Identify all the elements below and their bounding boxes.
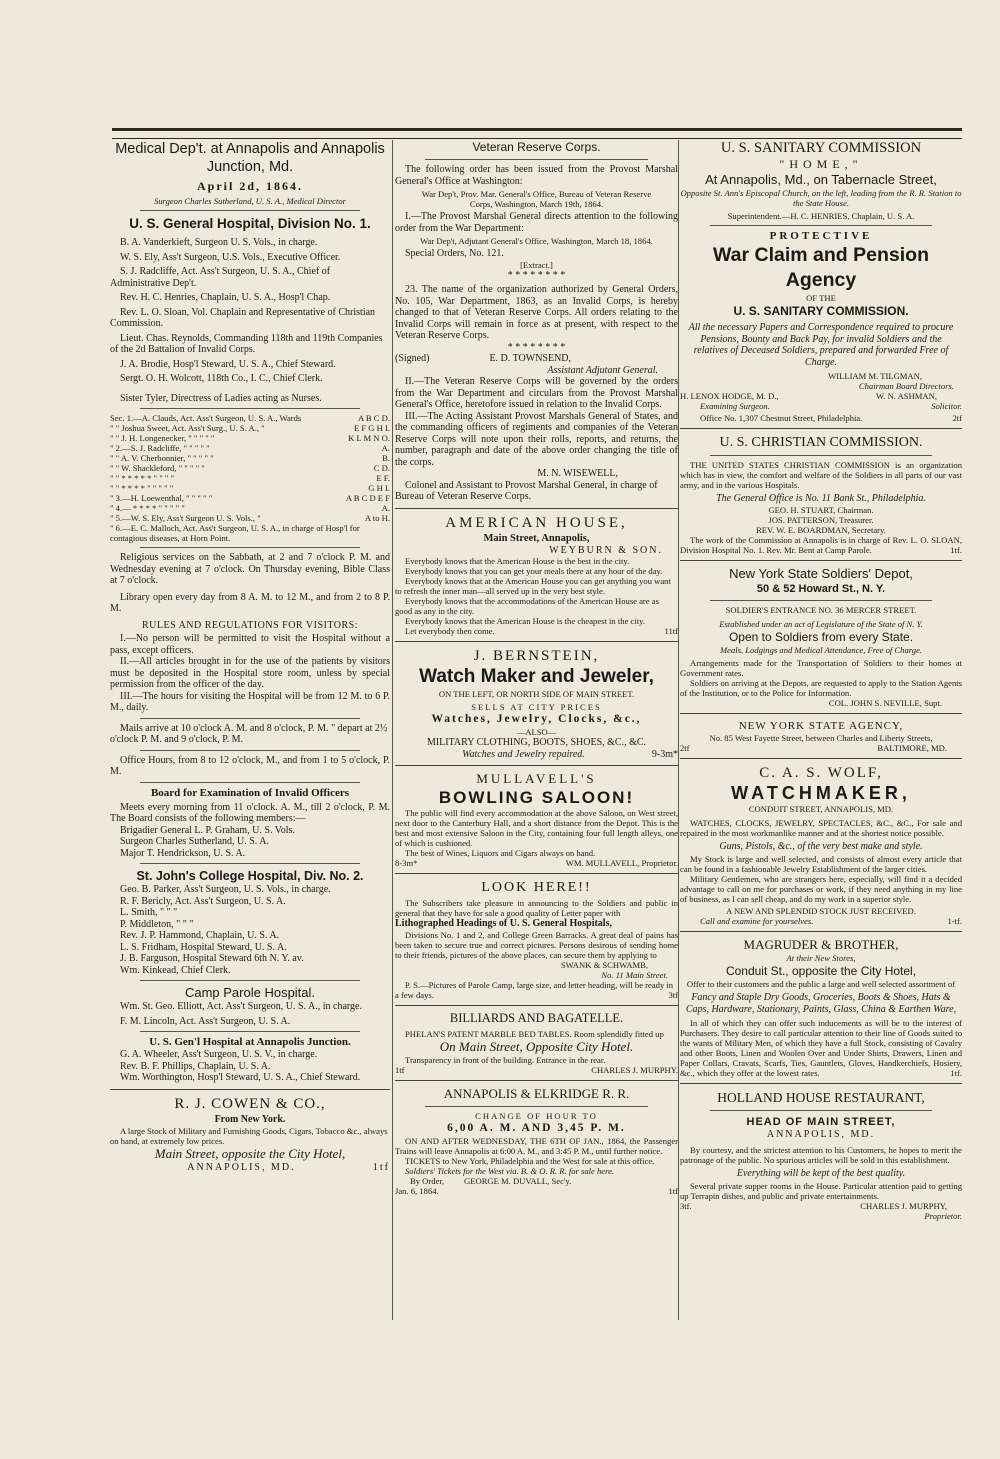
of-the-label: OF THE [806, 293, 836, 303]
column-divider [392, 140, 393, 1320]
christian-commission-work: The work of the Commission at Annapolis is in charge of Rev. L. O. SLOAN, Division Hospital No. 1. Rev. Mr. Bent at Camp Parole. 1tf. [680, 534, 962, 555]
tilgman-title: Chairman Board Directors. [858, 381, 954, 391]
div1-staff-line: Sergt. O. H. Wolcott, 118th Co., I. C., Chief Clerk. [120, 373, 323, 384]
wolf-location: CONDUIT STREET, ANNAPOLIS, MD. [748, 803, 894, 814]
rules-title: RULES AND REGULATIONS FOR VISITORS: [141, 619, 359, 631]
hodge-ashman-titles: Examining Surgeon. Solicitor. [700, 401, 962, 411]
agency-office: Office No. 1,307 Chestnut Street, Philadelphia. 2tf [700, 413, 962, 423]
divider [140, 782, 360, 783]
american-house-line: Everybody knows that the accommodations of the American House are as good as any in the city. [395, 596, 659, 616]
vrc-special-orders: Special Orders, No. 121. [405, 248, 504, 259]
divider [680, 1083, 962, 1084]
holland-house-rooms: Several private supper rooms in the House. Particular attention paid to getting up Terrapin dishes, and public and private entertainments. [680, 1181, 962, 1201]
christian-commission-title: U. S. CHRISTIAN COMMISSION. [719, 435, 923, 450]
war-claim-headline: War Claim and Pension Agency [713, 244, 929, 291]
top-double-rule [112, 128, 962, 139]
div1-staff-line: W. S. Ely, Ass't Surgeon, U.S. Vols., Executive Officer. [120, 251, 341, 263]
nys-depot-title: New York State Soldiers' Depot, [729, 565, 913, 581]
column-1 [110, 140, 390, 1320]
div2-staff-line: Wm. Kinkead, Chief Clerk. [120, 964, 231, 976]
div1-staff-line: Rev. H. C. Henries, Chaplain, U. S. A., Hosp'l Chap. [120, 292, 331, 303]
div2-staff-line: P. Middleton, " " " [120, 918, 194, 930]
bernstein-sells: SELLS AT CITY PRICES [471, 702, 602, 712]
column-divider [678, 140, 679, 1320]
div2-staff-line: Rev. J. P. Hammond, Chaplain, U. S. A. [120, 930, 280, 941]
billiards-text: PHELAN'S PATENT MARBLE BED TABLES. Room splendidly fitted up [405, 1028, 664, 1039]
vrc-header-2: War Dep't, Adjutant General's Office, Washington, March 18, 1864. [420, 236, 653, 246]
ward-row: " 3.—H. Loewenthal, " " " " " A B C D E F [110, 493, 390, 503]
wolf-new-stock: A NEW AND SPLENDID STOCK JUST RECEIVED. [726, 906, 916, 916]
holland-house-text: By courtesy, and the strictest attention to his Customers, he hopes to merit the patronage of the public. No spurious articles will be sold in this establishment. [680, 1144, 962, 1165]
camp-parole-title: Camp Parole Hospital. [184, 985, 316, 1000]
christian-commission-stuart: GEO. H. STUART, Chairman. [768, 504, 874, 515]
holland-house-head: HEAD OF MAIN STREET, [746, 1116, 896, 1128]
nys-depot-address: 50 & 52 Howard St., N. Y. [756, 582, 886, 595]
sanitary-location: At Annapolis, Md., on Tabernacle Street, [705, 172, 937, 187]
holland-house-owner: 3tf. CHARLES J. MURPHY, [680, 1201, 947, 1211]
camp-staff-line: Wm. St. Geo. Elliott, Act. Ass't Surgeon, U. S. A., in charge. [120, 1001, 362, 1012]
divider [140, 408, 360, 409]
vrc-para-1: I.—The Provost Marshal General directs attention to the following order from the War Department: [395, 211, 678, 234]
look-here-ps: P. S.—Pictures of Parole Camp, large size, and letter heading, will be ready in a few days. 3tf [395, 979, 678, 1000]
wolf-guns: Guns, Pistols, &c., of the very best make and style. [719, 840, 923, 852]
div2-staff-line: R. F. Bericly, Act. Ass't Surgeon, U. S. A. [120, 895, 286, 907]
board-member: Major T. Hendrickson, U. S. A. [120, 847, 246, 859]
american-house-street: Main Street, Annapolis, [483, 532, 590, 544]
religious-services: Religious services on the Sabbath, at 2 and 7 o'clock P. M. and Wednesday evening at 7 o'clock. On Thursday evening, Bible Class at 7 o'clock. [110, 552, 390, 586]
divider [140, 750, 360, 751]
look-here-firm: SWANK & SCHWAMB, [560, 959, 648, 970]
bernstein-title: J. BERNSTEIN, [473, 648, 600, 664]
wolf-call: Call and examine for yourselves. 1-tf. [700, 916, 962, 926]
bernstein-headline: Watch Maker and Jeweler, [419, 666, 654, 687]
board-text: Meets every morning from 11 o'clock. A. M., till 2 o'clock, P. M. The Board consists of the following members:— [110, 801, 390, 824]
american-house-line: Everybody knows that at the American House you can get anything you want to refresh the inner man—all served up in the very best style. [395, 576, 671, 596]
rule-item: II.—All articles brought in for the use of the patients by visitors must be deposited in the Hospital store room, unless by special permission from the officer of the day. [110, 656, 390, 690]
column-3 [680, 140, 962, 1320]
look-here-text-2: Divisions No. 1 and 2, and College Green Barracks. A great deal of pains has been taken to secure true and correct pictures. Persons desirous of sending home to their friends, pictures of the above places, can secure them by applying to [395, 929, 678, 960]
sanitary-superintendent: Superintendent.—H. C. HENRIES, Chaplain, U. S. A. [727, 211, 915, 221]
div1-staff-line: B. A. Vanderkieft, Surgeon U. S. Vols., in charge. [120, 237, 318, 248]
board-member: Surgeon Charles Sutherland, U. S. A. [120, 836, 269, 847]
vrc-stars: * * * * * * * * [507, 269, 566, 281]
railroad-soldiers: Soldiers' Tickets for the West via. B. & O. R. R. for sale here. [405, 1165, 615, 1176]
nys-agency-title: NEW YORK STATE AGENCY, [738, 719, 904, 732]
div1-staff-line: Lieut. Chas. Reynolds, Commanding 118th and 119th Companies of the 2d Battalion of Invalid Corps. [110, 332, 383, 355]
holland-house-proprietor: Proprietor. [924, 1211, 962, 1221]
american-house-line: Everybody knows that you can get your meals there at any hour of the day. [405, 566, 663, 576]
divider [395, 508, 678, 509]
billiards-transparency: Transparency in front of the building. Entrance in the rear. [405, 1054, 606, 1065]
divider [680, 560, 962, 561]
junction-staff-line: Wm. Worthington, Hosp'l Steward, U. S. A., Chief Steward. [120, 1072, 361, 1083]
medical-director: Surgeon Charles Sutherland, U. S. A., Medical Director [153, 196, 347, 206]
ward-row: " " Joshua Sweet, Act. Ass't Surg., U. S. A., " E F G H I. [110, 423, 390, 433]
ward-row: " " J. H. Longenecker, " " " " " K L M N O. [110, 433, 390, 443]
wolf-para-2: My Stock is large and well selected, and consists of almost every article that can be found in a fashionable Jewelry Establishment of the larger cities. [680, 854, 962, 874]
railroad-text: ON AND AFTER WEDNESDAY, THE 6TH OF JAN., 1864, the Passenger Trains will leave Annapolis at 6:00 A. M., and 3:45 P. M., until further notice. [395, 1135, 678, 1156]
ward-row: " " * * * * * " " " " E F. [110, 473, 390, 483]
railroad-hours: 6,00 A. M. AND 3,45 P. M. [447, 1121, 626, 1134]
look-here-title: LOOK HERE!! [481, 880, 592, 895]
vrc-para-23: 23. The name of the organization authorized by General Orders, No. 105, War Department, 1863, as an Invalid Corps, is hereby changed to that of Veteran Reserve Corps. All orders relating to the Invalid Corps will remain in force as at present, with respect to the Veteran Reserve Corps. [395, 284, 678, 341]
nys-depot-meals: Meals, Lodgings and Medical Attendance, Free of Charge. [719, 644, 923, 655]
div2-staff-line: J. B. Farguson, Hospital Steward 6th N. Y. av. [120, 953, 304, 964]
divider [140, 210, 360, 211]
divider [710, 225, 932, 226]
ward-row: " " * * * * " " " " " G H I. [110, 483, 390, 493]
bernstein-military: MILITARY CLOTHING, BOOTS, SHOES, &C., &C. [426, 737, 647, 748]
board-member: Brigadier General L. P. Graham, U. S. Vols. [120, 824, 295, 836]
ward-row: " 4.— * * * * " " " " " A. [110, 503, 390, 513]
hodge-ashman: H. LENOX HODGE, M. D., W. N. ASHMAN, [680, 391, 937, 401]
bernstein-repair: Watches and Jewelry repaired. 9-3m* [462, 748, 678, 760]
junction-title: U. S. Gen'l Hospital at Annapolis Junction. [149, 1036, 351, 1048]
camp-staff-line: F. M. Lincoln, Act. Ass't Surgeon, U. S. A. [120, 1015, 291, 1027]
ward-row: Sec. 1.—A. Clauds, Act. Ass't Surgeon, U. S. A., Wards A B C D. [110, 413, 390, 423]
medical-dept-title: Medical Dep't. at Annapolis and Annapolis Junction, Md. [115, 141, 385, 175]
divider [680, 713, 962, 714]
wolf-title: C. A. S. WOLF, [759, 764, 883, 781]
christian-commission-office: The General Office is No. 11 Bank St., Philadelphia. [716, 493, 926, 504]
sanitary-commission-subtitle: U. S. SANITARY COMMISSION. [733, 304, 909, 318]
railroad-order: By Order, GEORGE M. DUVALL, Sec'y. [410, 1175, 572, 1186]
divider [395, 873, 678, 874]
agency-text: All the necessary Papers and Correspondence required to procure Pensions, Bounty and Back Pay, for invalid Soldiers and the relatives of Deceased Soldiers, prepared and forwarded Free of Charge. [688, 322, 954, 368]
divider [680, 428, 962, 429]
christian-commission-boardman: REV. W. E. BOARDMAN, Secretary. [756, 524, 886, 535]
divider [140, 718, 360, 719]
rule-item: I.—No person will be permitted to visit the Hospital without a pass, except officers. [110, 633, 390, 656]
magruder-goods: Fancy and Staple Dry Goods, Groceries, Boots & Shoes, Hats & Caps, Hardware, Stationary, Paints, Glass, China & Earthen Ware, [685, 992, 957, 1015]
nys-depot-colonel: COL. JOHN S. NEVILLE, Supt. [828, 697, 942, 708]
bernstein-location: ON THE LEFT, OR NORTH SIDE OF MAIN STREET. [438, 689, 635, 699]
division-2-title: St. John's College Hospital, Div. No. 2. [136, 869, 364, 883]
ward-row: " 2.—S. J. Radcliffe, " " " " " A. [110, 443, 390, 453]
divider [680, 758, 962, 759]
vrc-sign-2-title: Colonel and Assistant to Provost Marshal General, in charge of Bureau of Veteran Reserve Corps. [395, 479, 658, 502]
divider [395, 1005, 678, 1006]
rule-item: III.—The hours for visiting the Hospital will be from 12 M. to 6 P. M., daily. [110, 690, 390, 713]
div1-staff-line: Rev. L. O. Sloan, Vol. Chaplain and Representative of Christian Commission. [110, 306, 376, 329]
nys-depot-para-1: Arrangements made for the Transportation of Soldiers to their homes at Government rates. [680, 657, 962, 678]
christian-commission-patterson: JOS. PATTERSON, Treasurer. [768, 514, 874, 525]
magruder-text: In all of which they can offer such inducements as will be to the interest of Purchasers. They desire to call particular attention to their line of Goods suited to the wants of Military Men, of which they have a full Stock, consisting of Cavalry and other Boots, Linen and Woolen Over and Under Shirts, Drawers, Linen and Paper Collars, Cravats, Scarfs, Ties, Gauntlets, Gloves, Handkerchiefs, Hosiery, &c., which they offer at the lowest rates. 1tf. [680, 1018, 962, 1078]
div2-staff-line: L. Smith, " " " [120, 907, 178, 918]
vrc-signer-title: Assistant Adjutant General. [547, 364, 658, 376]
ward-row: " 6.—E. C. Malloch, Act. Ass't Surgeon, U. S. A., in charge of Hosp'l for contagious diseases, at Horn Point. [110, 523, 360, 543]
vrc-extract: [Extract.] [520, 259, 553, 270]
nys-depot-established: Established under an act of Legislature of the State of N. Y. [719, 618, 923, 629]
divider [425, 1106, 648, 1107]
railroad-tickets: TICKETS to New York, Philadelphia and the West for sale at this office. [405, 1155, 655, 1166]
magruder-offer: Offer to their customers and the public a large and well selected assortment of [686, 979, 956, 989]
medical-date: April 2d, 1864. [196, 179, 303, 193]
sanitary-opposite: Opposite St. Ann's Episcopal Church, on the left, leading from the R. R. Station to the State House. [680, 188, 962, 208]
look-here-text: The Subscribers take pleasure in announcing to the Soldiers and public in general that they have for sale a good quality of Letter paper with [395, 898, 678, 918]
cowen-address: Main Street, opposite the City Hotel, [154, 1145, 346, 1161]
board-title: Board for Examination of Invalid Officers [150, 786, 350, 799]
bowling-saloon-headline: BOWLING SALOON! [438, 788, 635, 807]
american-house-line: Everybody knows that the American House is the cheapest in the city. [405, 616, 646, 626]
ward-row: " " W. Shackleford, " " " " " C D. [110, 463, 390, 473]
sanitary-commission-title: U. S. SANITARY COMMISSION [720, 140, 922, 156]
holland-house-quality: Everything will be kept of the best quality. [736, 1167, 906, 1179]
mullavell-proprietor: 8-3m* WM. MULLAVELL, Proprietor. [395, 858, 678, 868]
american-house-title: AMERICAN HOUSE, [445, 514, 628, 531]
protective-label: PROTECTIVE [769, 230, 873, 242]
look-here-address: No. 11 Main Street. [601, 969, 668, 980]
div2-staff-line: L. S. Fridham, Hospital Steward, U. S. A. [120, 941, 287, 953]
nys-depot-open: Open to Soldiers from every State. [728, 629, 914, 644]
vrc-sign-2: M. N. WISEWELL, [537, 468, 618, 479]
div1-staff-line: J. A. Brodie, Hosp'l Steward, U. S. A., Chief Steward. [120, 358, 336, 370]
holland-house-city: ANNAPOLIS, MD. [766, 1129, 876, 1140]
mails-schedule: Mails arrive at 10 o'clock A. M. and 8 o'clock, P. M. " depart at 2½ o'clock P. M. and 9 o'clock, P. M. [110, 722, 388, 745]
watchmaker-headline: WATCHMAKER, [731, 782, 911, 803]
nys-agency-city: 2tf BALTIMORE, MD. [680, 742, 947, 753]
vrc-title: Veteran Reserve Corps. [472, 140, 601, 154]
railroad-title: ANNAPOLIS & ELKRIDGE R. R. [443, 1085, 630, 1101]
divider [710, 600, 932, 601]
american-house-owner: WEYBURN & SON. [549, 544, 663, 556]
american-house-line: Everybody knows that the American House is the best in the city. [405, 556, 630, 566]
column-2 [395, 140, 678, 1320]
bernstein-also: —ALSO— [516, 727, 557, 737]
look-here-headings: Lithographed Headings of U. S. General Hospitals, [395, 918, 612, 929]
ward-assignments-table [110, 413, 390, 543]
divider [395, 765, 678, 766]
divider [395, 641, 678, 642]
divider [140, 980, 360, 981]
divider [140, 863, 360, 864]
div2-staff-line: Geo. B. Parker, Ass't Surgeon, U. S. Vols., in charge. [120, 884, 331, 895]
vrc-signed: (Signed) E. D. TOWNSEND, [395, 353, 572, 364]
vrc-para-2: II.—The Veteran Reserve Corps will be governed by the orders from the War Department and circulars from the Provost Marshal General's Office, heretofore issued in relation to the Invalid Corps. [395, 376, 678, 410]
nys-depot-entrance: SOLDIER'S ENTRANCE NO. 36 MERCER STREET. [725, 604, 917, 615]
bernstein-items: Watches, Jewelry, Clocks, &c., [431, 713, 642, 725]
holland-house-title: HOLLAND HOUSE RESTAURANT, [717, 1090, 925, 1105]
tilgman-name: WILLIAM M. TILGMAN, [828, 371, 922, 381]
divider [110, 1089, 390, 1090]
wolf-para-1: WATCHES, CLOCKS, JEWELRY, SPECTACLES, &C., &C., For sale and repaired in the most workmanlike manner and at the shortest notice possible. [680, 817, 962, 838]
cowen-text: A large Stock of Military and Furnishing Goods, Cigars, Tobacco &c., always on hand, at extremely low prices. [110, 1125, 388, 1146]
cowen-city: ANNAPOLIS, MD. 1tf [187, 1161, 390, 1173]
railroad-date: Jan. 6, 1864. 1tf [395, 1185, 678, 1196]
vrc-stars: * * * * * * * * [507, 341, 566, 353]
wolf-para-3: Military Gentlemen, who are strangers here, especially, will find it a decided advantage to call on me for purchases or work, if they need anything in my line of business, as I can sell cheap, and do my work in a superior style. [680, 874, 962, 904]
christian-commission-text: THE UNITED STATES CHRISTIAN COMMISSION is an organization which has in view, the comfort and welfare of the Soldiers in all parts of our vast army, and in the various Hospitals. [680, 460, 962, 490]
mullavell-title: MULLAVELL'S [476, 771, 597, 786]
sanitary-home: "HOME," [779, 157, 863, 171]
junction-staff-line: Rev. B. F. Phillips, Chaplain, U. S. A. [120, 1060, 271, 1072]
sister-directress: Sister Tyler, Directress of Ladies acting as Nurses. [120, 392, 322, 404]
divider [425, 159, 648, 160]
billiards-title: BILLIARDS AND BAGATELLE. [449, 1010, 624, 1025]
billiards-location: On Main Street, Opposite City Hotel. [439, 1038, 634, 1054]
divider [710, 1110, 932, 1111]
american-house-line: Let everybody then come. 11tf [405, 626, 678, 636]
library-hours: Library open every day from 8 A. M. to 12 M., and from 2 to 8 P. M. [110, 591, 390, 614]
magruder-conduit: Conduit St., opposite the City Hotel, [725, 964, 917, 978]
cowen-subtitle: From New York. [214, 1113, 286, 1125]
ward-row: " 5.—W. S. Ely, Ass't Surgeon U. S. Vols., " A to H. [110, 513, 390, 523]
vrc-para-3: III.—The Acting Assistant Provost Marshals General of States, and the commanding officers of regiments and companies of the Veteran Reserve Corps will note upon their rolls, reports, and returns, the number, paragraph and date of the above order changing the title of the corps. [395, 410, 678, 468]
office-hours: Office Hours, from 8 to 12 o'clock, M., and from 1 to 5 o'clock, P. M. [110, 754, 390, 777]
nys-agency-address: No. 85 West Fayette Street, between Charles and Liberty Streets, [709, 732, 933, 743]
railroad-change: CHANGE OF HOUR TO [475, 1110, 598, 1121]
div1-staff-line: S. J. Radcliffe, Act. Ass't Surgeon, U. S. A., Chief of Administrative Dep't. [110, 266, 331, 289]
divider [710, 455, 932, 456]
billiards-owner: 1tf CHARLES J. MURPHY. [395, 1064, 678, 1075]
magruder-title: MAGRUDER & BROTHER, [743, 937, 899, 952]
magruder-new-stores: At their New Stores, [786, 953, 856, 963]
cowen-title: R. J. COWEN & CO., [174, 1095, 326, 1112]
division-1-title: U. S. General Hospital, Division No. 1. [129, 216, 371, 231]
divider [395, 1080, 678, 1081]
ward-row: " " A. V. Cherbonnier, " " " " " B. [110, 453, 390, 463]
junction-staff-line: G. A. Wheeler, Ass't Surgeon, U. S. V., in charge. [120, 1049, 318, 1060]
divider [140, 547, 360, 548]
vrc-intro: The following order has been issued from the Provost Marshal General's Office at Washington: [395, 164, 678, 187]
mullavell-wines: The best of Wines, Liquors and Cigars always on hand. [405, 848, 596, 858]
mullavell-text: The public will find every accommodation at the above Saloon, on West street, next door to the Canterbury Hall, and a short distance from the Depot. This is the best and most extensive Saloon in the City, containing four full length alleys, one of which is cushioned. [395, 808, 678, 848]
nys-depot-para-2: Soldiers on arriving at the Depots, are requested to apply to the Station Agents of the Institution, or to the Police for Information. [680, 677, 962, 698]
vrc-header-1: War Dep't, Prov. Mar. General's Office, Bureau of Veteran Reserve Corps, Washington, March 19th, 1864. [421, 189, 652, 209]
divider [140, 1031, 360, 1032]
divider [680, 931, 962, 932]
